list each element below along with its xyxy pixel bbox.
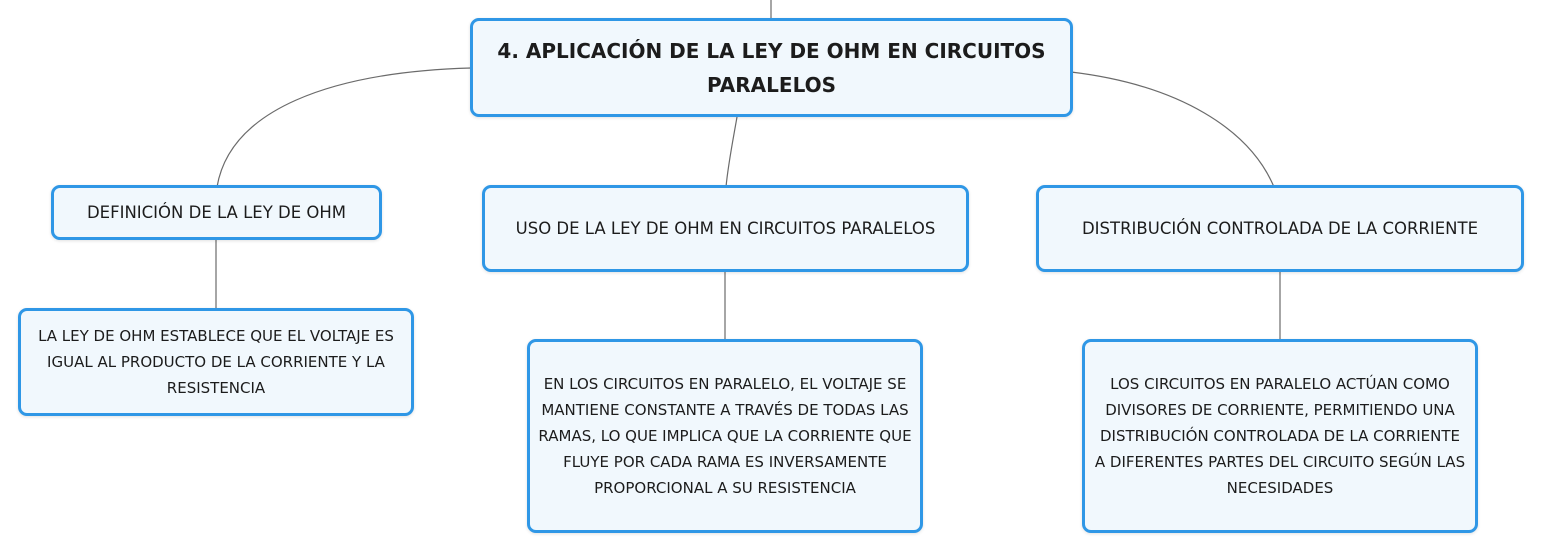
detail-text-uso: EN LOS CIRCUITOS EN PARALELO, EL VOLTAJE SE MANTIENE CONSTANTE A TRAVÉS DE TODAS LAS RAMAS, LO QUE IMPLICA QUE LA CORRIENTE QUE FLUYE POR CADA RAMA ES INVERSAMENTE PROPORCIONAL A SU RESISTENCIA	[538, 375, 912, 497]
root-topic-title: 4. APLICACIÓN DE LA LEY DE OHM EN CIRCUITOS PARALELOS	[497, 38, 1046, 97]
branch-label-uso: USO DE LA LEY DE OHM EN CIRCUITOS PARALELOS	[515, 218, 936, 238]
connector-root-to-uso	[726, 117, 737, 187]
detail-node-uso[interactable]	[527, 339, 923, 533]
branch-label-definicion: DEFINICIÓN DE LA LEY DE OHM	[86, 202, 347, 222]
branch-node-uso[interactable]	[482, 185, 969, 272]
detail-node-definicion[interactable]	[18, 308, 414, 416]
connector-root-to-definicion	[217, 68, 471, 187]
connector-root-to-distribucion	[1071, 72, 1274, 187]
detail-node-distribucion[interactable]	[1082, 339, 1478, 533]
branch-node-definicion[interactable]	[51, 185, 382, 240]
detail-text-definicion: LA LEY DE OHM ESTABLECE QUE EL VOLTAJE ES IGUAL AL PRODUCTO DE LA CORRIENTE Y LA RESISTENCIA	[38, 327, 394, 397]
detail-text-distribucion: LOS CIRCUITOS EN PARALELO ACTÚAN COMO DIVISORES DE CORRIENTE, PERMITIENDO UNA DISTRIBUCIÓN CONTROLADA DE LA CORRIENTE A DIFERENTES PARTES DEL CIRCUITO SEGÚN LAS NECESIDADES	[1094, 375, 1466, 497]
root-topic-node[interactable]	[470, 18, 1073, 117]
branch-label-distribucion: DISTRIBUCIÓN CONTROLADA DE LA CORRIENTE	[1081, 218, 1479, 238]
branch-node-distribucion[interactable]	[1036, 185, 1524, 272]
